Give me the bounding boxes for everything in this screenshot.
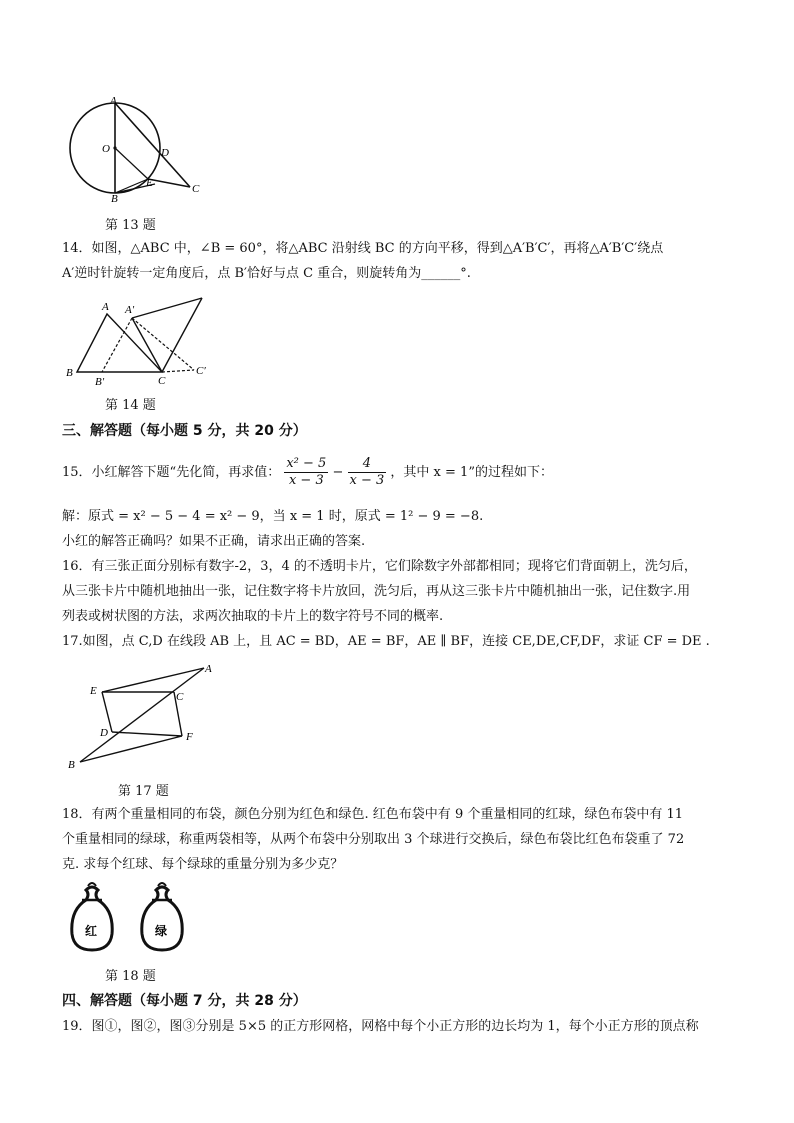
figure-13-caption: 第 13 题 (105, 218, 156, 233)
point-label-B-prime: B′ (95, 376, 105, 388)
q14-text-line2: A′逆时针旋转一定角度后，点 B′恰好与点 C 重合，则旋转角为______°. (62, 266, 471, 281)
q15-minus: − (332, 465, 344, 480)
q17-text: 17.如图，点 C,D 在线段 AB 上，且 AC = BD，AE = BF，AE ∥ BF，连接 CE,DE,CF,DF，求证 CF = DE . (62, 634, 710, 649)
q18-line1: 18．有两个重量相同的布袋，颜色分别为红色和绿色. 红色布袋中有 9 个重量相同的红球，绿色布袋中有 11 (62, 807, 684, 822)
q14-text-line1: 14．如图，△ABC 中，∠B = 60°，将△ABC 沿射线 BC 的方向平移，得到△A′B′C′，再将△A′B′C′绕点 (62, 241, 664, 256)
point-label-D: D (100, 727, 108, 739)
q15-question: 小红的解答正确吗？如果不正确，请求出正确的答案. (62, 534, 366, 549)
bag-green-label: 绿 (155, 924, 168, 938)
figure-18-caption: 第 18 题 (105, 969, 156, 984)
figure-18 (62, 880, 212, 960)
point-label-A: A (110, 96, 117, 107)
point-label-A: A (205, 663, 212, 675)
figure-13 (60, 96, 210, 206)
section-3-heading: 三、解答题（每小题 5 分，共 20 分） (62, 423, 307, 439)
figure-14-caption: 第 14 题 (105, 398, 156, 413)
point-label-A: A (102, 301, 109, 313)
figure-14 (62, 296, 222, 388)
q15-text (62, 455, 553, 491)
q18-line2: 个重量相同的绿球，称重两袋相等，从两个布袋中分别取出 3 个球进行交换后，绿色布袋比红色布袋重了 72 (62, 832, 685, 847)
point-label-C: C (158, 375, 166, 387)
point-label-C-prime: C′ (196, 365, 206, 377)
q15-suffix: ，其中 x = 1”的过程如下： (390, 465, 553, 480)
bag-red-label: 红 (85, 924, 98, 938)
q16-line2: 从三张卡片中随机地抽出一张，记住数字将卡片放回，洗匀后，再从这三张卡片中随机抽出一张，记住数字.用 (62, 584, 691, 599)
point-label-B: B (68, 759, 75, 771)
green-bag-icon (142, 883, 182, 950)
red-bag-icon (72, 883, 112, 950)
point-label-A-prime: A′ (125, 304, 135, 316)
point-label-C: C (192, 183, 200, 195)
q16-line3: 列表或树状图的方法，求两次抽取的卡片上的数字符号不同的概率. (62, 609, 444, 624)
point-label-B: B (111, 193, 118, 205)
point-label-E: E (90, 685, 97, 697)
point-label-O: O (102, 143, 110, 155)
point-label-C: C (176, 691, 184, 703)
point-label-F: F (186, 731, 193, 743)
point-label-D: D (161, 147, 169, 159)
q15-solution: 解：原式 = x² − 5 − 4 = x² − 9，当 x = 1 时，原式 = 1² − 9 = −8. (62, 509, 484, 524)
q15-prefix: 15．小红解答下题“先化简，再求值： (62, 465, 281, 480)
point-label-B: B (66, 367, 73, 379)
q15-fraction-2: $\frac{4}{x - 3}$ (349, 456, 385, 488)
section-4-heading: 四、解答题（每小题 7 分，共 28 分） (62, 993, 307, 1009)
figure-17-caption: 第 17 题 (118, 784, 169, 799)
q19-line1: 19．图①，图②，图③分别是 5×5 的正方形网格，网格中每个小正方形的边长均为 1，每个小正方形的顶点称 (62, 1019, 699, 1034)
q16-line1: 16．有三张正面分别标有数字-2，3，4 的不透明卡片，它们除数字外部都相同；现将它们背面朝上，洗匀后， (62, 559, 697, 574)
figure-17 (62, 660, 222, 776)
q15-fraction-1: $\frac{\text{x² − 5}}{x - 3}$ (286, 456, 327, 488)
point-label-E: E (146, 177, 153, 189)
q18-line3: 克. 求每个红球、每个绿球的重量分别为多少克？ (62, 857, 344, 872)
